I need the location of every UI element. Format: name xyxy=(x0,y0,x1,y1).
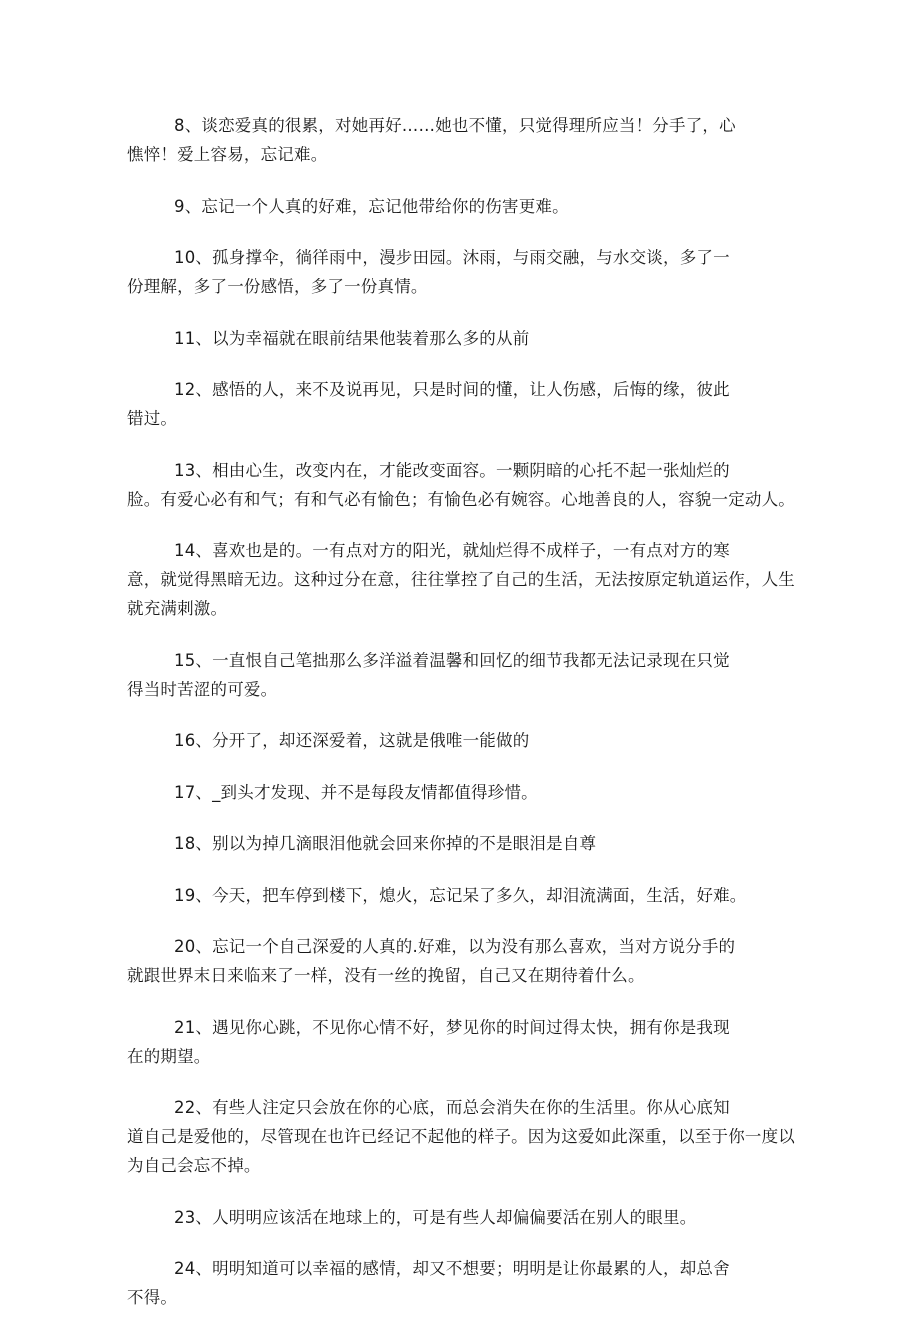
paragraph-10 xyxy=(127,243,806,301)
paragraph-13 xyxy=(127,456,806,514)
paragraph-12 xyxy=(127,375,806,433)
paragraph-11-first-line: 11、以为幸福就在眼前结果他装着那么多的从前 xyxy=(174,328,530,348)
paragraph-24-first-line: 24、明明知道可以幸福的感情，却又不想要；明明是让你最累的人，却总舍 xyxy=(174,1259,730,1278)
paragraph-18-first-line: 18、别以为掉几滴眼泪他就会回来你掉的不是眼泪是自尊 xyxy=(174,834,597,853)
paragraph-21-first-line: 21、遇见你心跳，不见你心情不好，梦见你的时间过得太快，拥有你是我现 xyxy=(174,1017,730,1037)
paragraph-24-continuation: 不得。 xyxy=(127,1288,178,1307)
paragraph-22-first-line: 22、有些人注定只会放在你的心底，而总会消失在你的生活里。你从心底知 xyxy=(174,1098,730,1117)
paragraph-18 xyxy=(174,829,806,858)
paragraph-12-continuation: 错过。 xyxy=(127,409,178,428)
paragraph-21 xyxy=(127,1013,806,1071)
paragraph-15-continuation: 得当时苦涩的可爱。 xyxy=(127,679,278,699)
paragraph-24 xyxy=(127,1254,806,1312)
paragraph-8-first-line: 8、谈恋爱真的很累，对她再好……她也不懂，只觉得理所应当！分手了，心 xyxy=(174,116,736,135)
paragraph-15-first-line: 15、一直恨自己笔拙那么多洋溢着温馨和回忆的细节我都无法记录现在只觉 xyxy=(174,650,730,670)
paragraph-17-first-line: 17、_到头才发现、并不是每段友情都值得珍惜。 xyxy=(174,782,538,802)
paragraph-19 xyxy=(174,881,806,910)
paragraph-14-first-line: 14、喜欢也是的。一有点对方的阳光，就灿烂得不成样子，一有点对方的寒 xyxy=(174,541,730,560)
paragraph-11 xyxy=(174,324,806,353)
paragraph-22 xyxy=(127,1093,806,1180)
paragraph-10-first-line: 10、孤身撑伞，徜徉雨中，漫步田园。沐雨，与雨交融，与水交谈，多了一 xyxy=(174,248,730,267)
paragraph-9-first-line: 9、忘记一个人真的好难，忘记他带给你的伤害更难。 xyxy=(174,196,569,216)
paragraph-14-continuation: 意，就觉得黑暗无边。这种过分在意，往往掌控了自己的生活，无法按原定轨道运作，人生就充满刺激。 xyxy=(127,570,795,618)
paragraph-9 xyxy=(174,192,806,221)
paragraph-21-continuation: 在的期望。 xyxy=(127,1046,211,1066)
paragraph-23-first-line: 23、人明明应该活在地球上的，可是有些人却偏偏要活在别人的眼里。 xyxy=(174,1207,697,1227)
paragraph-23 xyxy=(174,1203,806,1232)
paragraph-17 xyxy=(174,778,806,807)
paragraph-10-continuation: 份理解，多了一份感悟，多了一份真情。 xyxy=(127,277,428,296)
paragraph-14 xyxy=(127,536,806,623)
paragraph-16 xyxy=(174,726,806,755)
paragraph-13-continuation: 脸。有爱心必有和气；有和气必有愉色；有愉色必有婉容。心地善良的人，容貌一定动人。 xyxy=(127,489,795,509)
paragraph-15 xyxy=(127,646,806,704)
paragraph-20 xyxy=(127,932,806,990)
paragraph-13-first-line: 13、相由心生，改变内在，才能改变面容。一颗阴暗的心托不起一张灿烂的 xyxy=(174,460,730,480)
paragraph-19-first-line: 19、今天，把车停到楼下，熄火，忘记呆了多久，却泪流满面，生活，好难。 xyxy=(174,885,747,905)
paragraph-12-first-line: 12、感悟的人，来不及说再见，只是时间的懂，让人伤感，后悔的缘，彼此 xyxy=(174,380,730,399)
document-body xyxy=(127,111,806,1335)
paragraph-20-first-line: 20、忘记一个自己深爱的人真的.好难，以为没有那么喜欢，当对方说分手的 xyxy=(174,937,736,956)
paragraph-20-continuation: 就跟世界末日来临来了一样，没有一丝的挽留，自己又在期待着什么。 xyxy=(127,966,645,985)
paragraph-8-continuation: 憔悴！爱上容易，忘记难。 xyxy=(127,145,328,164)
paragraph-8 xyxy=(127,111,806,169)
paragraph-16-first-line: 16、分开了，却还深爱着，这就是俄唯一能做的 xyxy=(174,731,530,750)
paragraph-22-continuation: 道自己是爱他的，尽管现在也许已经记不起他的样子。因为这爱如此深重，以至于你一度以为自己会忘不掉。 xyxy=(127,1127,795,1175)
